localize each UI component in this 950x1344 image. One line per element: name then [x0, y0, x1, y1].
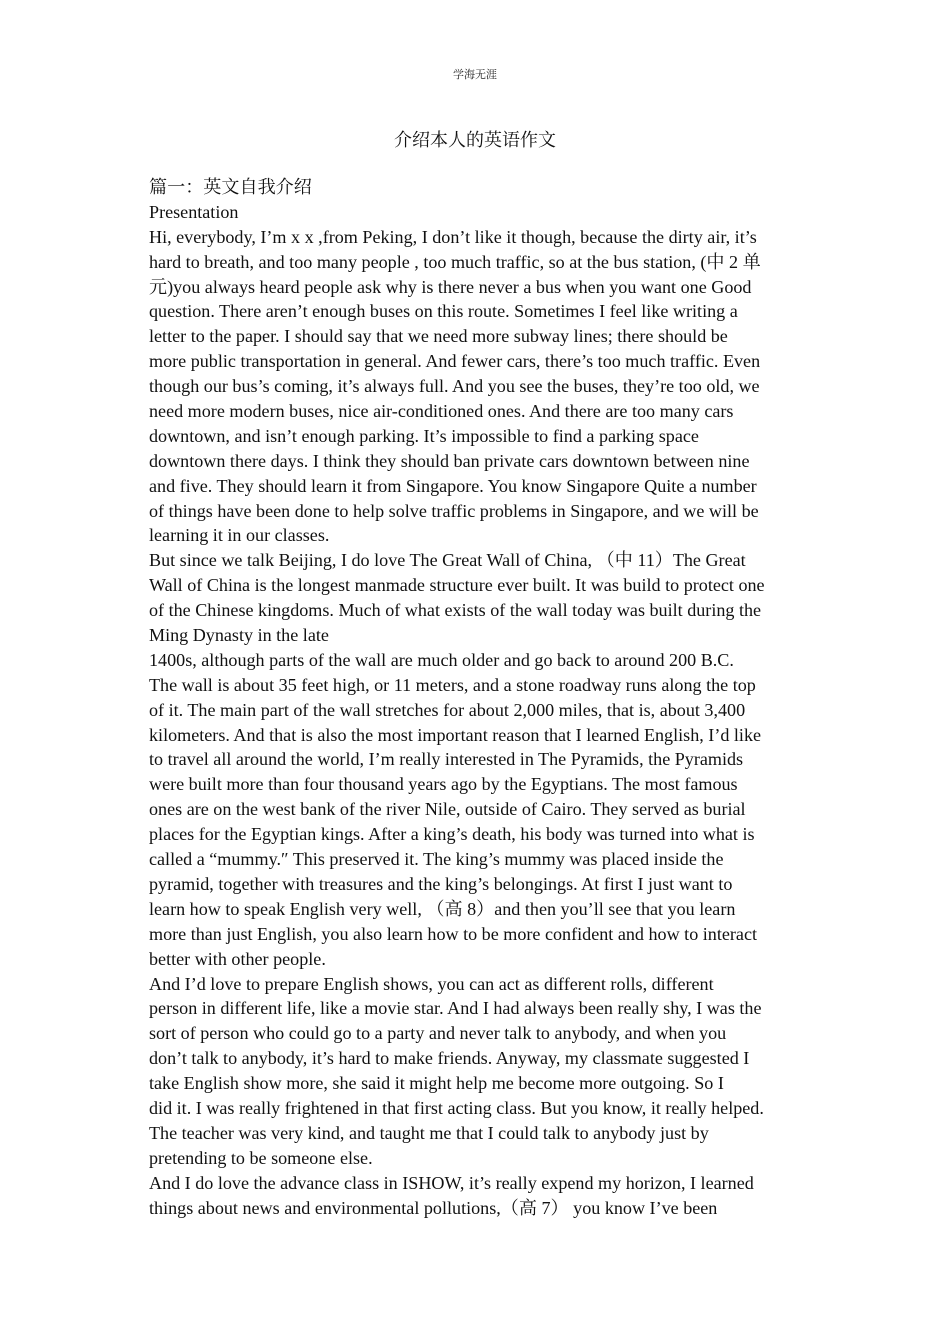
text-line: 元)you always heard people ask why is there never a bus when you want one Good [149, 276, 752, 297]
text-line: don’t talk to anybody, it’s hard to make friends. Anyway, my classmate suggested I [149, 1048, 750, 1069]
text-line: 篇一：英文自我介绍 [149, 177, 312, 197]
text-line: But since we talk Beijing, I do love The Great Wall of China, （中 11）The Great [149, 550, 746, 571]
text-line: sort of person who could go to a party and never talk to anybody, and when you [149, 1023, 727, 1044]
text-line: downtown, and isn’t enough parking. It’s impossible to find a parking space [149, 425, 699, 446]
text-line: And I do love the advance class in ISHOW, it’s really expend my horizon, I learned [149, 1172, 754, 1193]
text-line: Presentation [149, 201, 239, 222]
text-line: person in different life, like a movie star. And I had always been really shy, I was the [149, 998, 762, 1019]
text-line: of things have been done to help solve traffic problems in Singapore, and we will be [149, 500, 759, 521]
text-line: downtown there days. I think they should ban private cars downtown between nine [149, 450, 750, 471]
document-title: 介绍本人的英语作文 [394, 130, 556, 151]
text-line: more public transportation in general. And fewer cars, there’s too much traffic. Even [149, 351, 761, 372]
text-line: hard to breath, and too many people , too much traffic, so at the bus station, (中 2 单 [149, 251, 761, 272]
text-line: of it. The main part of the wall stretches for about 2,000 miles, that is, about 3,400 [149, 699, 746, 720]
text-line: Ming Dynasty in the late [149, 625, 329, 646]
text-line: called a “mummy.″ This preserved it. The king’s mummy was placed inside the [149, 849, 724, 870]
text-line: Wall of China is the longest manmade structure ever built. It was build to protect one [149, 575, 765, 596]
text-line: And I’d love to prepare English shows, you can act as different rolls, different [149, 973, 714, 994]
text-line: things about news and environmental pollutions,（高 7） you know I’ve been [149, 1197, 718, 1218]
text-line: pyramid, together with treasures and the king’s belongings. At first I just want to [149, 873, 733, 894]
text-line: better with other people. [149, 948, 326, 969]
text-line: pretending to be someone else. [149, 1147, 373, 1168]
text-line: though our bus’s coming, it’s always full. And you see the buses, they’re too old, we [149, 376, 760, 397]
text-line: more than just English, you also learn how to be more confident and how to interact [149, 923, 758, 944]
text-line: question. There aren’t enough buses on this route. Sometimes I feel like writing a [149, 301, 738, 322]
text-line: need more modern buses, nice air-conditioned ones. And there are too many cars [149, 401, 734, 422]
text-line: learning it in our classes. [149, 525, 330, 546]
text-line: and five. They should learn it from Singapore. You know Singapore Quite a number [149, 475, 757, 496]
text-line: were built more than four thousand years ago by the Egyptians. The most famous [149, 774, 738, 795]
text-line: take English show more, she said it might help me become more outgoing. So I [149, 1073, 724, 1094]
text-line: The wall is about 35 feet high, or 11 meters, and a stone roadway runs along the top [149, 674, 756, 695]
text-line: 1400s, although parts of the wall are much older and go back to around 200 B.C. [149, 649, 734, 670]
text-line: The teacher was very kind, and taught me that I could talk to anybody just by [149, 1122, 709, 1143]
text-line: ones are on the west bank of the river Nile, outside of Cairo. They served as burial [149, 799, 746, 820]
text-line: did it. I was really frightened in that first acting class. But you know, it really helped. [149, 1097, 764, 1118]
text-line: letter to the paper. I should say that we need more subway lines; there should be [149, 326, 728, 347]
text-line: places for the Egyptian kings. After a king’s death, his body was turned into what is [149, 824, 755, 845]
text-line: Hi, everybody, I’m x x ,from Peking, I don’t like it though, because the dirty air, it’s [149, 226, 757, 247]
document-body [149, 175, 809, 1220]
text-line: learn how to speak English very well, （高 8）and then you’ll see that you learn [149, 898, 736, 919]
text-line: kilometers. And that is also the most important reason that I learned English, I’d like [149, 724, 762, 745]
text-line: to travel all around the world, I’m really interested in The Pyramids, the Pyramids [149, 749, 744, 770]
page-header: 学海无涯 [453, 68, 497, 81]
text-line: of the Chinese kingdoms. Much of what exists of the wall today was built during the [149, 600, 762, 621]
